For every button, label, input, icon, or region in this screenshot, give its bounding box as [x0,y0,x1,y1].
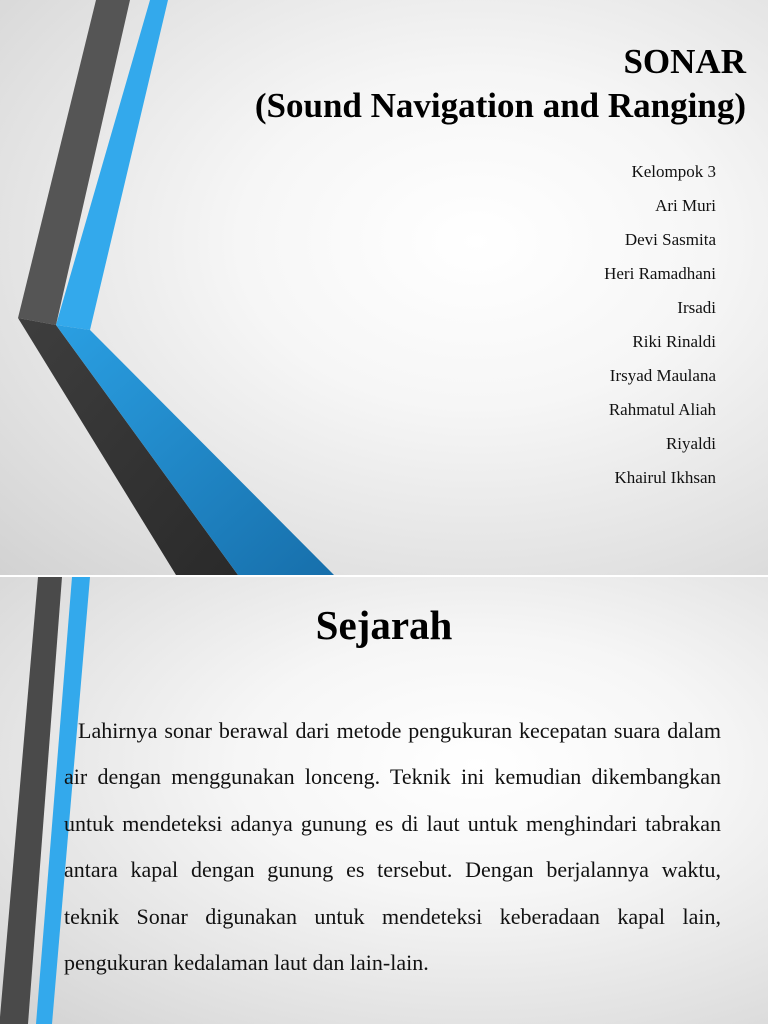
list-item: Khairul Ikhsan [614,468,716,487]
section-heading: Sejarah [315,602,453,648]
list-item: Irsyad Maulana [609,366,716,385]
title-line-2: (Sound Navigation and Ranging) [254,86,746,125]
member-list [604,155,716,495]
list-item: Devi Sasmita [624,230,716,249]
body-paragraph: Lahirnya sonar berawal dari metode pengukuran kecepatan suara dalam air dengan menggunakan lonceng. Teknik ini kemudian dikembangkan untuk mendeteksi adanya gunung es di laut untuk menghindari tabrakan antara kapal dengan gunung es tersebut. Dengan berjalannya waktu, teknik Sonar digunakan untuk mendeteksi keberadaan kapal lain, pengukuran kedalaman laut dan lain-lain. [64,718,721,976]
list-item: Ari Muri [655,196,716,215]
list-item: Rahmatul Aliah [608,400,716,419]
list-item: Riyaldi [665,434,716,453]
list-item: Irsadi [677,298,716,317]
content-slide [0,577,768,1024]
title-line-1: SONAR [623,42,746,81]
list-item: Kelompok 3 [631,162,716,181]
page-title [255,40,746,128]
list-item: Heri Ramadhani [604,264,716,283]
list-item: Riki Rinaldi [632,332,716,351]
